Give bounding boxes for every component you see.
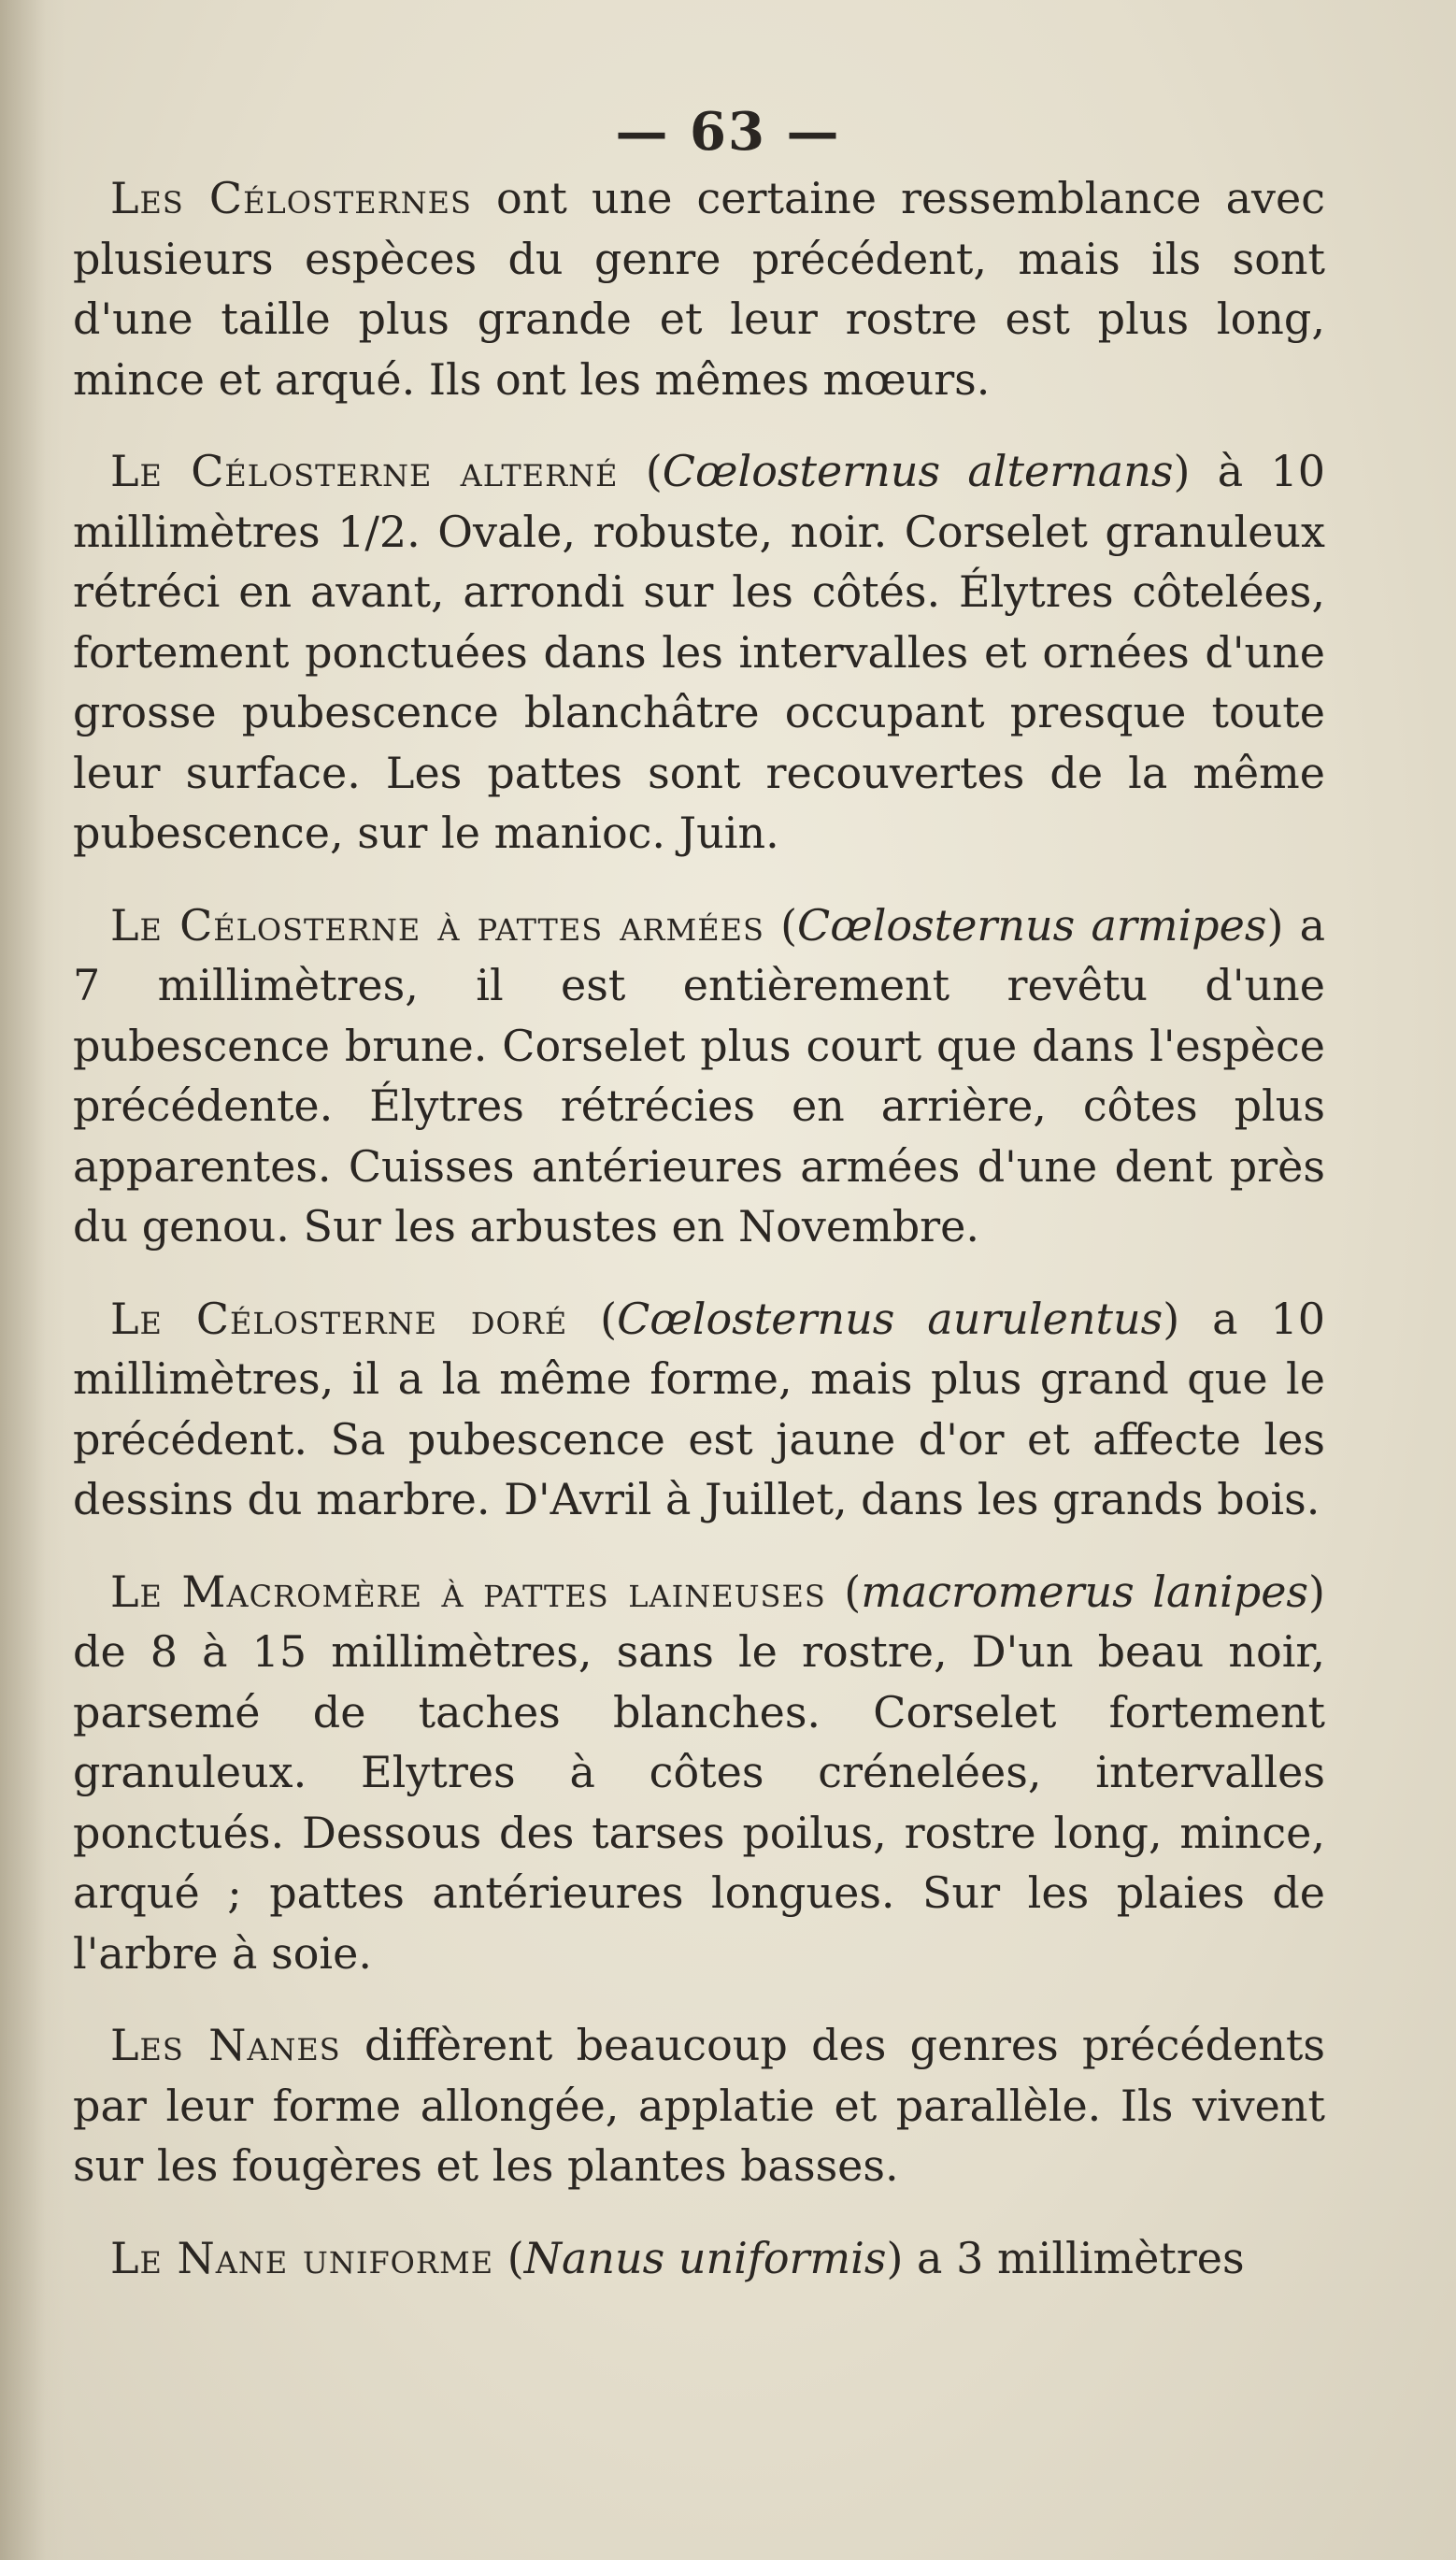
paragraph-celosterne-alterne: Le Célosterne alterné (Cœlosternus alternans) à 10 millimètres 1/2. Ovale, robuste, noir. Corselet granuleux rétréci en avant, arrondi sur les côtés. Élytres côtelées, fortement ponctuées dans les intervalles et ornées d'une grosse pubescence blanchâtre occupant presque toute leur surface. Les pattes sont recouvertes de la même pubescence, sur le manioc. Juin. <box>73 446 1325 858</box>
paragraph-text: a 7 millimètres, il est entièrement revêtu d'une pubescence brune. Corselet plus court que dans l'espèce précédente. Élytres rétrécies en arrière, côtes plus apparentes. Cuisses antérieures armées d'une dent près du genou. Sur les arbustes en Novembre. <box>73 899 1326 1251</box>
paragraph-text: a 3 millimètres <box>903 2232 1245 2283</box>
page-number: — 63 — <box>615 101 841 163</box>
latin-name: Cœlosternus armipes <box>797 899 1267 951</box>
species-name: Le Nane uniforme <box>110 2232 494 2283</box>
species-name: Les Nanes <box>110 2020 341 2070</box>
latin-name: Nanus uniformis <box>523 2232 887 2283</box>
paragraph-celosterne-dore: Le Célosterne doré (Cœlosternus aurulentus) a 10 millimètres, il a la même forme, mais plus grand que le précédent. Sa pubescence est jaune d'or et affecte les dessins du marbre. D'Avril à Juillet, dans les grands bois. <box>73 1293 1325 1524</box>
paragraph-text: a 10 millimètres, il a la même forme, mais plus grand que le précédent. Sa pubescence est jaune d'or et affecte les dessins du marbre. D'Avril à Juillet, dans les grands bois. <box>73 1293 1325 1524</box>
page-binding-shadow <box>0 0 65 2560</box>
species-name: Le Célosterne doré <box>110 1293 568 1344</box>
species-name: Les Célosternes <box>110 173 472 223</box>
species-name: Le Célosterne alterné <box>110 446 619 496</box>
paragraph-text: diffèrent beaucoup des genres précédents par leur forme allongée, applatie et parallèle. Ils vivent sur les fougères et les plantes basses. <box>73 2020 1325 2191</box>
paragraph-celosterne-pattes-armees: Le Célosterne à pattes armées (Cœlosternus armipes) a 7 millimètres, il est entièrement revêtu d'une pubescence brune. Corselet plus court que dans l'espèce précédente. Élytres rétrécies en arrière, côtes plus apparentes. Cuisses antérieures armées d'une dent près du genou. Sur les arbustes en Novembre. <box>73 899 1326 1251</box>
paragraph-nanes <box>73 2015 1325 2196</box>
paragraph-text: à 10 millimètres 1/2. Ovale, robuste, noir. Corselet granuleux rétréci en avant, arrondi sur les côtés. Élytres côtelées, fortement ponctuées dans les intervalles et ornées d'une grosse pubescence blanchâtre occupant presque toute leur surface. Les pattes sont recouvertes de la même pubescence, sur le manioc. Juin. <box>73 446 1325 858</box>
species-name: Le Macromère à pattes laineuses <box>110 1566 826 1617</box>
paragraph-text: ont une certaine ressemblance avec plusieurs espèces du genre précédent, mais ils sont d'une taille plus grande et leur rostre est plus long, mince et arqué. Ils ont les mêmes mœurs. <box>73 173 1325 405</box>
paragraph-nane-uniforme: Le Nane uniforme (Nanus uniformis) a 3 millimètres <box>110 2232 1245 2283</box>
paragraph-macromere: Le Macromère à pattes laineuses (macromerus lanipes) de 8 à 15 millimètres, sans le rostre, D'un beau noir, parsemé de taches blanches. Corselet fortement granuleux. Elytres à côtes crénelées, intervalles ponctués. Dessous des tarses poilus, rostre long, mince, arqué ; pattes antérieures longues. Sur les plaies de l'arbre à soie. <box>73 1566 1325 1979</box>
latin-name: Cœlosternus alternans <box>662 446 1174 496</box>
paragraph-celosternes <box>73 168 1325 409</box>
body-text <box>73 168 1325 2288</box>
latin-name: macromerus lanipes <box>861 1566 1309 1617</box>
species-name: Le Célosterne à pattes armées <box>110 899 764 951</box>
latin-name: Cœlosternus aurulentus <box>617 1293 1163 1344</box>
paragraph-text: de 8 à 15 millimètres, sans le rostre, D'un beau noir, parsemé de taches blanches. Corselet fortement granuleux. Elytres à côtes crénelées, intervalles ponctués. Dessous des tarses poilus, rostre long, mince, arqué ; pattes antérieures longues. Sur les plaies de l'arbre à soie. <box>73 1626 1325 1979</box>
